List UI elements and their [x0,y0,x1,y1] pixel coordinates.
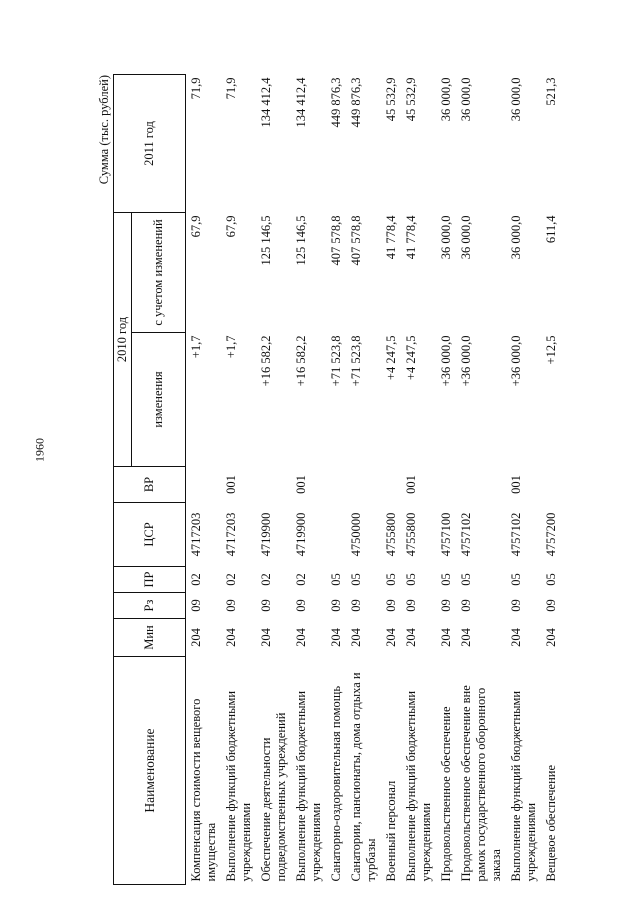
cell-csr: 4719900 [294,512,308,557]
cell-with-changes: 41 778,4 [404,215,418,260]
cell-name: Вещевое обеспечение [544,765,558,882]
cell-changes: +4 247,5 [384,335,398,381]
cell-vr [541,467,561,503]
cell-pr: 02 [259,573,273,586]
cell-min: 204 [349,628,363,647]
cell-vr [381,467,401,503]
cell-changes: +36 000,0 [509,335,523,387]
cell-2011: 45 532,9 [384,77,398,122]
header-year-2011: 2011 год [114,74,186,212]
cell-with-changes: 611,4 [544,215,558,244]
cell-vr [346,467,381,503]
cell-csr: 4719900 [259,512,273,557]
cell-2011: 36 000,0 [459,77,473,122]
cell-name: Продовольственное обеспечение [439,706,453,882]
cell-pr: 05 [459,573,473,586]
cell-2011: 36 000,0 [509,77,523,122]
cell-name: Выполнение функций бюджетными учреждениями [294,690,323,882]
cell-vr [456,467,506,503]
cell-rz: 09 [384,599,398,612]
cell-name: Военный персонал [384,780,398,882]
cell-with-changes: 407 578,8 [329,215,343,266]
cell-pr: 02 [224,573,238,586]
cell-pr: 02 [294,573,308,586]
cell-rz: 09 [224,599,238,612]
table-row [346,74,381,884]
cell-rz: 09 [294,599,308,612]
cell-changes: +1,7 [189,335,203,359]
rotated-table-container [95,75,615,885]
cell-min: 204 [509,628,523,647]
page-number: 1960 [32,438,47,462]
cell-min: 204 [294,628,308,647]
cell-min: 204 [544,628,558,647]
budget-table [113,74,561,885]
cell-changes: +36 000,0 [439,335,453,387]
cell-name: Выполнение функций бюджетными учреждениями [509,690,538,882]
table-row [506,74,541,884]
cell-csr: 4717203 [189,512,203,557]
cell-with-changes: 67,9 [189,215,203,238]
cell-vr: 001 [404,475,418,494]
cell-csr [326,503,346,567]
cell-rz: 09 [509,599,523,612]
cell-2011: 36 000,0 [439,77,453,122]
cell-csr: 4757200 [544,512,558,557]
header-pr: ПР [114,567,186,593]
cell-min: 204 [329,628,343,647]
cell-vr: 001 [509,475,523,494]
cell-min: 204 [224,628,238,647]
table-row [381,74,401,884]
table-row [436,74,456,884]
cell-with-changes: 36 000,0 [439,215,453,260]
cell-pr: 05 [439,573,453,586]
cell-pr: 05 [404,573,418,586]
header-changes: изменения [132,333,186,467]
header-csr: ЦСР [114,503,186,567]
cell-rz: 09 [459,599,473,612]
table-row [326,74,346,884]
table-row [291,74,326,884]
cell-2011: 134 412,4 [294,77,308,128]
cell-name: Продовольственное обеспечение вне рамок государственного оборонного заказа [459,685,503,882]
cell-rz: 09 [349,599,363,612]
cell-changes: +4 247,5 [404,335,418,381]
cell-pr: 05 [349,573,363,586]
cell-name: Выполнение функций бюджетными учреждениями [404,690,433,882]
cell-vr: 001 [224,475,238,494]
units-label: Сумма (тыс. рублей) [97,75,111,185]
cell-changes: +71 523,8 [349,335,363,387]
cell-csr: 4750000 [349,512,363,557]
cell-name: Компенсация стоимости вещевого имущества [189,698,218,882]
cell-min: 204 [189,628,203,647]
table-row [401,74,436,884]
cell-with-changes: 125 146,5 [259,215,273,266]
table-row [256,74,291,884]
cell-csr: 4717203 [224,512,238,557]
cell-changes: +71 523,8 [329,335,343,387]
cell-vr [256,467,291,503]
cell-with-changes: 67,9 [224,215,238,238]
cell-min: 204 [439,628,453,647]
cell-2011: 521,3 [544,77,558,106]
cell-min: 204 [384,628,398,647]
cell-rz: 09 [259,599,273,612]
table-row [456,74,506,884]
cell-csr: 4757102 [459,512,473,557]
header-vr: ВР [114,467,186,503]
cell-vr: 001 [294,475,308,494]
cell-changes: +1,7 [224,335,238,359]
cell-csr: 4755800 [404,512,418,557]
cell-rz: 09 [189,599,203,612]
table-body [186,74,562,884]
cell-name: Обеспечение деятельности подведомственных учреждений [259,712,288,882]
cell-min: 204 [404,628,418,647]
cell-with-changes: 125 146,5 [294,215,308,266]
cell-changes: +12,5 [544,335,558,365]
table-row [186,74,222,884]
cell-2011: 45 532,9 [404,77,418,122]
header-min: Мин [114,619,186,657]
cell-changes: +16 582,2 [294,335,308,387]
cell-2011: 71,9 [189,77,203,100]
cell-min: 204 [459,628,473,647]
table-header [114,74,186,884]
cell-pr: 05 [329,573,343,586]
table-row [541,74,561,884]
header-rz: Рз [114,593,186,619]
cell-name: Санатории, пансионаты, дома отдыха и турбазы [349,672,378,882]
header-year-2010: 2010 год [114,212,132,466]
cell-pr: 05 [544,573,558,586]
cell-changes: +16 582,2 [259,335,273,387]
cell-rz: 09 [404,599,418,612]
cell-with-changes: 36 000,0 [509,215,523,260]
cell-with-changes: 41 778,4 [384,215,398,260]
cell-2011: 134 412,4 [259,77,273,128]
header-with-changes: с учетом изменений [132,212,186,332]
cell-csr: 4755800 [384,512,398,557]
cell-csr: 4757100 [439,512,453,557]
cell-pr: 05 [384,573,398,586]
cell-pr: 02 [189,573,203,586]
cell-with-changes: 407 578,8 [349,215,363,266]
cell-rz: 09 [329,599,343,612]
cell-vr [436,467,456,503]
cell-name: Санаторно-оздоровительная помощь [329,685,343,882]
table-row [221,74,256,884]
cell-vr [326,467,346,503]
cell-pr: 05 [509,573,523,586]
cell-name: Выполнение функций бюджетными учреждениями [224,690,253,882]
cell-rz: 09 [439,599,453,612]
cell-2011: 71,9 [224,77,238,100]
cell-rz: 09 [544,599,558,612]
cell-2011: 449 876,3 [349,77,363,128]
cell-min: 204 [259,628,273,647]
cell-csr: 4757102 [509,512,523,557]
header-name: Наименование [114,657,186,885]
cell-2011: 449 876,3 [329,77,343,128]
cell-changes: +36 000,0 [459,335,473,387]
cell-vr [186,467,222,503]
cell-with-changes: 36 000,0 [459,215,473,260]
